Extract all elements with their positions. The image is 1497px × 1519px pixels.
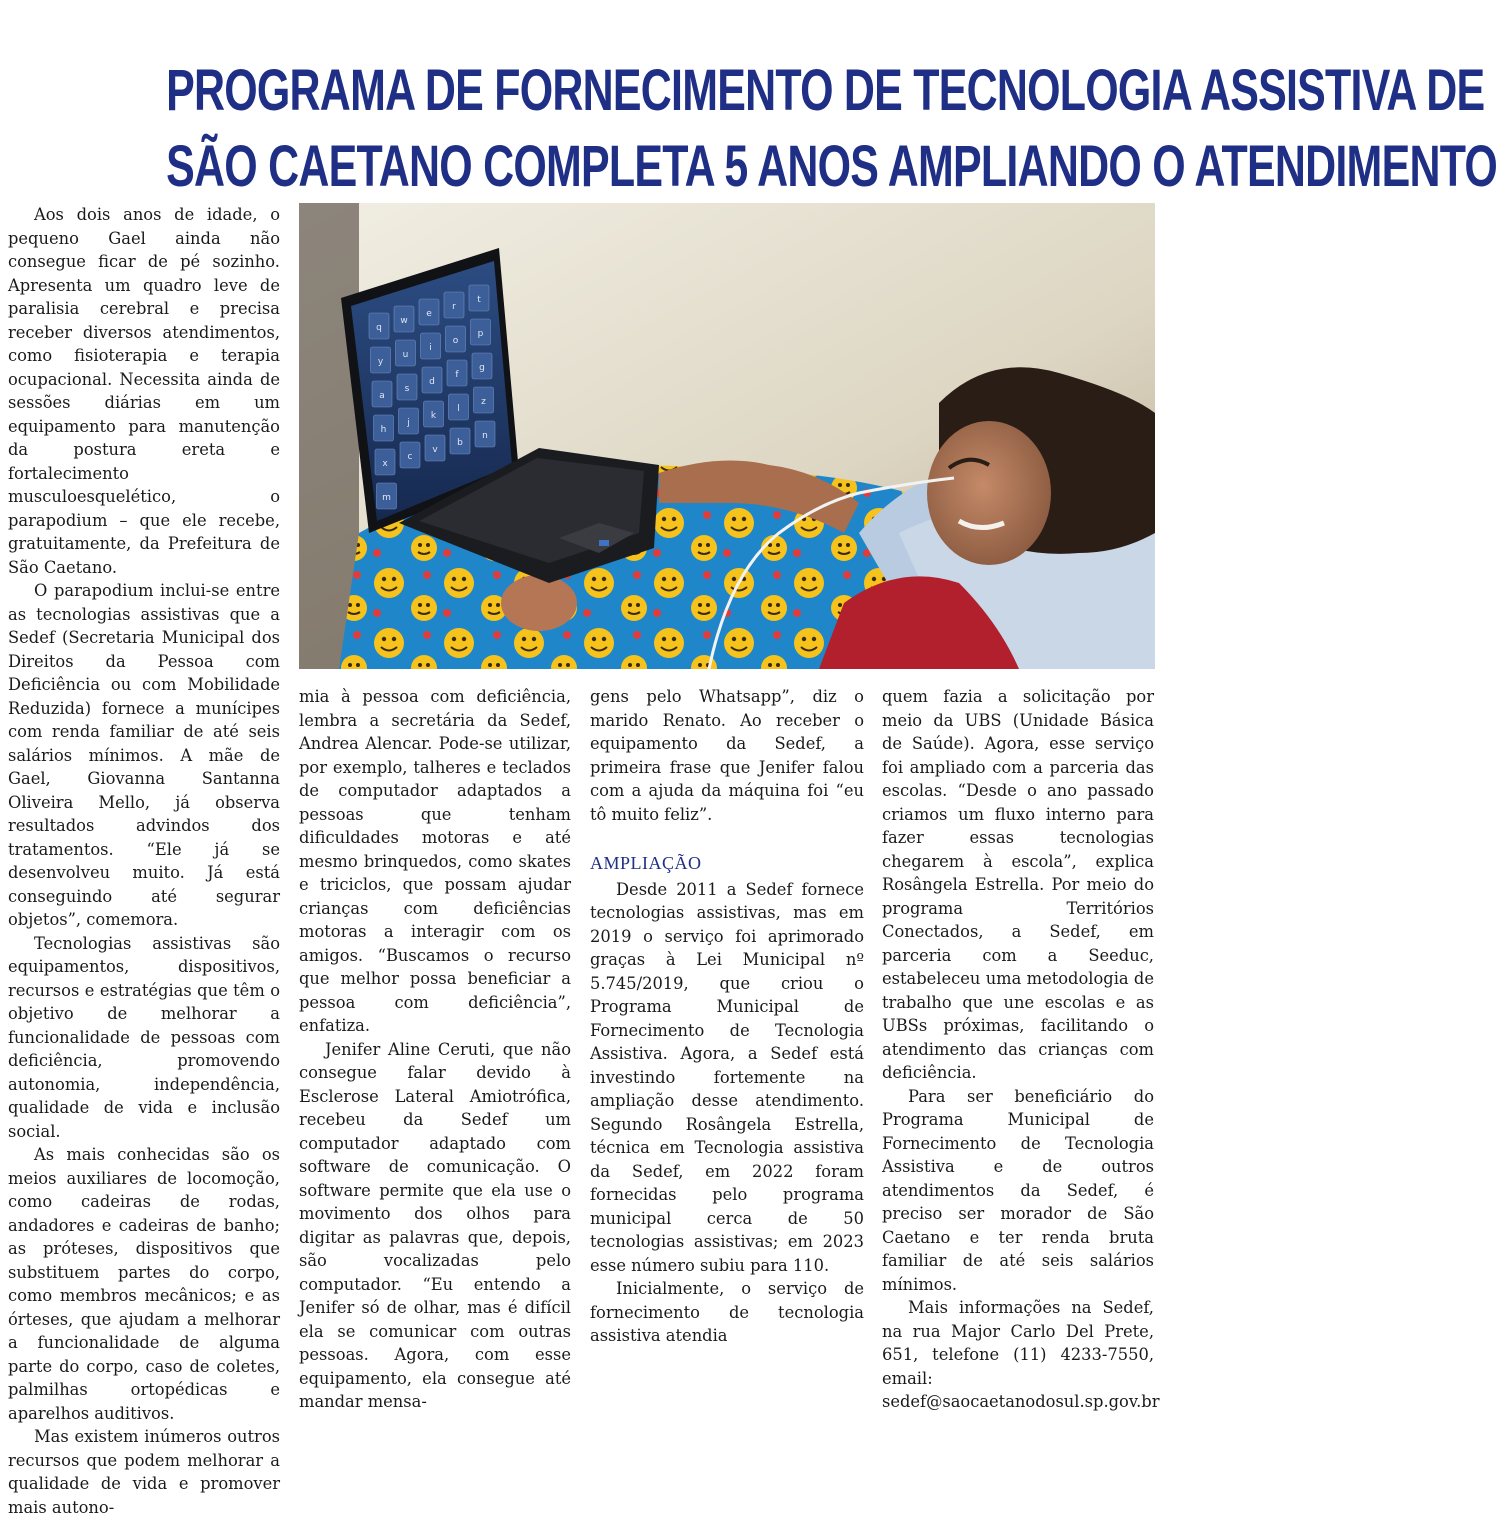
screen-key-label: a [379, 391, 385, 401]
screen-key-label: t [477, 295, 481, 305]
col2-paragraph-2: Jenifer Aline Ceruti, que não consegue falar devido à Esclerose Lateral Amiotrófica, recebeu da Sedef um computador adaptado com software de comunicação. O software permite que ela use o movimento dos olhos para digitar as palavras que, depois, são vocalizadas pelo computador. “Eu entendo a Jenifer só de olhar, mas é difícil ela se comunicar com outras pessoas. Agora, com esse equipamento, ela consegue até mandar mensa- [299, 1039, 571, 1411]
screen-key-label: k [430, 411, 437, 421]
col3-paragraph-1: gens pelo Whatsapp”, diz o marido Renato. Ao receber o equipamento da Sedef, a primeira frase que Jenifer falou com a ajuda da máquina foi “eu tô muito feliz”. [590, 687, 864, 824]
article-column-2 [299, 685, 571, 1411]
col3-paragraph-2: Desde 2011 a Sedef fornece tecnologias assistivas, mas em 2019 o serviço foi aprimorado graças à Lei Municipal nº 5.745/2019, que criou o Programa Municipal de Fornecimento de Tecnologia Assistiva. Agora, a Sedef está investindo fortemente na ampliação desse atendimento. Segundo Rosângela Estrella, técnica em Tecnologia assistiva da Sedef, em 2022 foram fornecidas pelo programa municipal cerca de 50 tecnologias assistivas; em 2023 esse número subiu para 110. [590, 879, 864, 1275]
col2-paragraph-1: mia à pessoa com deficiência, lembra a secretária da Sedef, Andrea Alencar. Pode-se utilizar, por exemplo, talheres e teclados de computador adaptados a pessoas que tenham dificuldades motoras e até mesmo brinquedos, como skates e triciclos, que possam ajudar crianças com deficiências motoras a interagir com os amigos. “Buscamos o recurso que melhor possa beneficiar a pessoa com deficiência”, enfatiza. [299, 687, 571, 1035]
screen-key-label: w [400, 316, 408, 326]
screen-key-label: u [402, 350, 409, 360]
article-column-1 [8, 203, 280, 1517]
photo-illustration [299, 203, 1155, 669]
article-column-4 [882, 685, 1160, 1411]
screen-key-label: i [429, 343, 432, 353]
col4-paragraph-2: Para ser beneficiário do Programa Municipal de Fornecimento de Tecnologia Assistiva e de outros atendimentos da Sedef, é preciso ser morador de São Caetano e ter renda bruta familiar de até seis salários mínimos. [882, 1086, 1154, 1294]
screen-key-label: o [452, 336, 459, 346]
col1-paragraph-4: As mais conhecidas são os meios auxiliares de locomoção, como cadeiras de rodas, andadores e cadeiras de banho; as próteses, dispositivos que substituem partes do corpo, como membros mecânicos; e as órteses, que ajudam a melhorar a funcionalidade de alguma parte do corpo, caso de coletes, palmilhas ortopédicas e aparelhos auditivos. [8, 1145, 280, 1423]
headline-line-1: PROGRAMA DE FORNECIMENTO DE TECNOLOGIA ASSISTIVA DE [166, 57, 1485, 123]
screen-key-label: b [457, 438, 463, 448]
screen-key-label: h [380, 425, 387, 435]
screen-key-label: y [377, 357, 384, 367]
section-subhead: AMPLIAÇÃO [590, 853, 702, 873]
screen-key-label: z [481, 397, 486, 407]
screen-key-label: f [455, 370, 459, 380]
col1-paragraph-1: Aos dois anos de idade, o pequeno Gael ainda não consegue ficar de pé sozinho. Apresenta um quadro leve de paralisia cerebral e precisa receber diversos atendimentos, como fisioterapia e terapia ocupacional. Necessita ainda de sessões diárias em um equipamento para manutenção da postura ereta e fortalecimento musculoesquelético, o parapodium – que ele recebe, gratuitamente, da Prefeitura de São Caetano. [8, 205, 280, 577]
article-column-3 [590, 685, 864, 1345]
screen-key-label: x [382, 459, 388, 469]
screen-key-label: c [407, 452, 413, 462]
article-photo [299, 203, 1155, 669]
screen-key-label: g [479, 363, 485, 373]
col1-paragraph-3: Tecnologias assistivas são equipamentos, dispositivos, recursos e estratégias que têm o objetivo de melhorar a funcionalidade de pessoas com deficiência, promovendo autonomia, independência, qualidade de vida e inclusão social. [8, 933, 280, 1141]
screen-key-label: r [452, 302, 456, 312]
screen-key-label: s [404, 384, 410, 394]
col1-paragraph-5: Mas existem inúmeros outros recursos que podem melhorar a qualidade de vida e promover mais autono- [8, 1427, 280, 1517]
screen-key-label: v [432, 445, 438, 455]
article-headline [166, 53, 1497, 205]
screen-key-label: l [457, 404, 460, 414]
col3-paragraph-3: Inicialmente, o serviço de fornecimento de tecnologia assistiva atendia [590, 1279, 864, 1345]
screen-key-label: n [482, 431, 488, 441]
col4-paragraph-3: Mais informações na Sedef, na rua Major Carlo Del Prete, 651, telefone (11) 4233-7550, email: sedef@saocaetanodosul.sp.gov.br [882, 1298, 1160, 1411]
screen-key-label: p [477, 329, 484, 339]
screen-key-label: e [426, 309, 432, 319]
headline-line-2: SÃO CAETANO COMPLETA 5 ANOS AMPLIANDO O ATENDIMENTO [166, 133, 1497, 199]
screen-key-label: m [382, 493, 391, 503]
col4-paragraph-1: quem fazia a solicitação por meio da UBS (Unidade Básica de Saúde). Agora, esse serviço foi ampliado com a parceria das escolas. “Desde o ano passado criamos um fluxo interno para fazer essas tecnologias chegarem à escola”, explica Rosângela Estrella. Por meio do programa Territórios Conectados, a Sedef, em parceria com a Seeduc, estabeleceu uma metodologia de trabalho que une escolas e as UBSs próximas, facilitando o atendimento das crianças com deficiência. [882, 687, 1154, 1082]
col1-paragraph-2: O parapodium inclui-se entre as tecnologias assistivas que a Sedef (Secretaria Municipal dos Direitos da Pessoa com Deficiência ou com Mobilidade Reduzida) fornece a munícipes com renda familiar de até seis salários mínimos. A mãe de Gael, Giovanna Santanna Oliveira Mello, já observa resultados advindos dos tratamentos. “Ele já se desenvolveu muito. Já está conseguindo até segurar objetos”, comemora. [8, 581, 280, 929]
screen-key-label: q [376, 323, 382, 333]
screen-key-label: d [429, 377, 435, 387]
screen-key-label: j [407, 418, 410, 428]
